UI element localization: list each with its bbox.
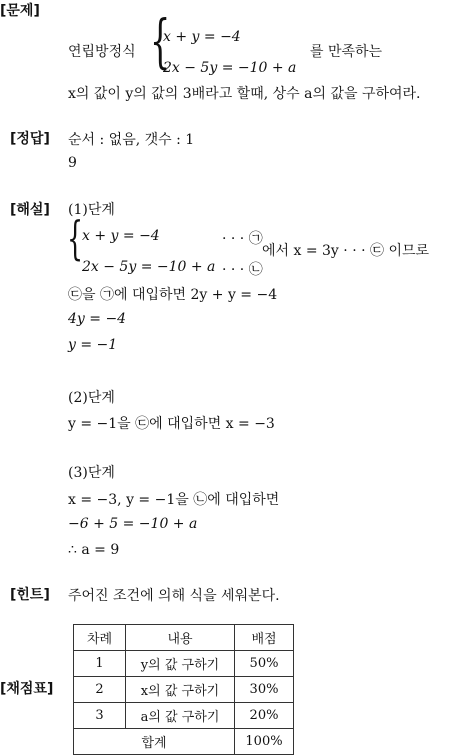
solution-line6: −6 + 5 = −10 + a [68, 516, 198, 532]
table-header: 차례 [74, 625, 126, 651]
table-cell: 3 [74, 703, 126, 729]
hint-text: 주어진 조건에 의해 식을 세워본다. [68, 588, 280, 604]
hint-label: [힌트] [10, 587, 50, 603]
table-cell: 50% [235, 651, 294, 677]
table-cell: 20% [235, 703, 294, 729]
sys-mark2: · · · ㉡ [222, 262, 263, 278]
step1-title: (1)단계 [68, 202, 115, 218]
sys-eq1: x + y = −4 [82, 228, 160, 244]
answer-value: 9 [68, 155, 77, 171]
problem-line2: x의 값이 y의 값의 3배라고 할때, 상수 a의 값을 구하여라. [68, 86, 421, 102]
answer-label: [정답] [10, 131, 50, 147]
table-row [74, 677, 294, 703]
problem-eq2: 2x − 5y = −10 + a [163, 60, 297, 76]
solution-label: [해설] [10, 202, 50, 218]
problem-label: [문제] [0, 3, 40, 19]
solution-line4: y = −1을 ㉢에 대입하면 x = −3 [68, 416, 275, 432]
table-total-row [74, 729, 294, 755]
left-brace-icon: { [150, 7, 171, 75]
sys-mark1: · · · ㉠ [222, 231, 263, 247]
table-row [74, 703, 294, 729]
table-total-label: 합계 [74, 729, 235, 755]
problem-lead: 연립방정식 [68, 44, 136, 60]
step3-title: (3)단계 [68, 465, 115, 481]
left-brace-icon: { [67, 211, 84, 265]
table-cell: a의 값 구하기 [126, 703, 235, 729]
solution-line1: ㉢을 ㉠에 대입하면 2y + y = −4 [68, 287, 278, 303]
table-header: 배점 [235, 625, 294, 651]
table-cell: 1 [74, 651, 126, 677]
problem-tail: 를 만족하는 [310, 44, 383, 60]
problem-eq1: x + y = −4 [163, 29, 241, 45]
answer-line1: 순서 : 없음, 갯수 : 1 [68, 132, 195, 148]
sys-tail: 에서 x = 3y · · · ㉢ 이므로 [262, 243, 430, 259]
table-cell: 2 [74, 677, 126, 703]
solution-line2: 4y = −4 [68, 311, 127, 327]
table-header: 내용 [126, 625, 235, 651]
solution-line3: y = −1 [68, 337, 118, 353]
table-row [74, 651, 294, 677]
step2-title: (2)단계 [68, 390, 115, 406]
sys-eq2: 2x − 5y = −10 + a [82, 259, 216, 275]
table-cell: y의 값 구하기 [126, 651, 235, 677]
scoring-table [73, 624, 294, 755]
table-cell: x의 값 구하기 [126, 677, 235, 703]
table-total-value: 100% [235, 729, 294, 755]
table-cell: 30% [235, 677, 294, 703]
table-header-row [74, 625, 294, 651]
scoring-label: [채점표] [0, 681, 54, 697]
solution-line5: x = −3, y = −1을 ㉡에 대입하면 [68, 492, 280, 508]
solution-line7: ∴ a = 9 [68, 542, 120, 558]
